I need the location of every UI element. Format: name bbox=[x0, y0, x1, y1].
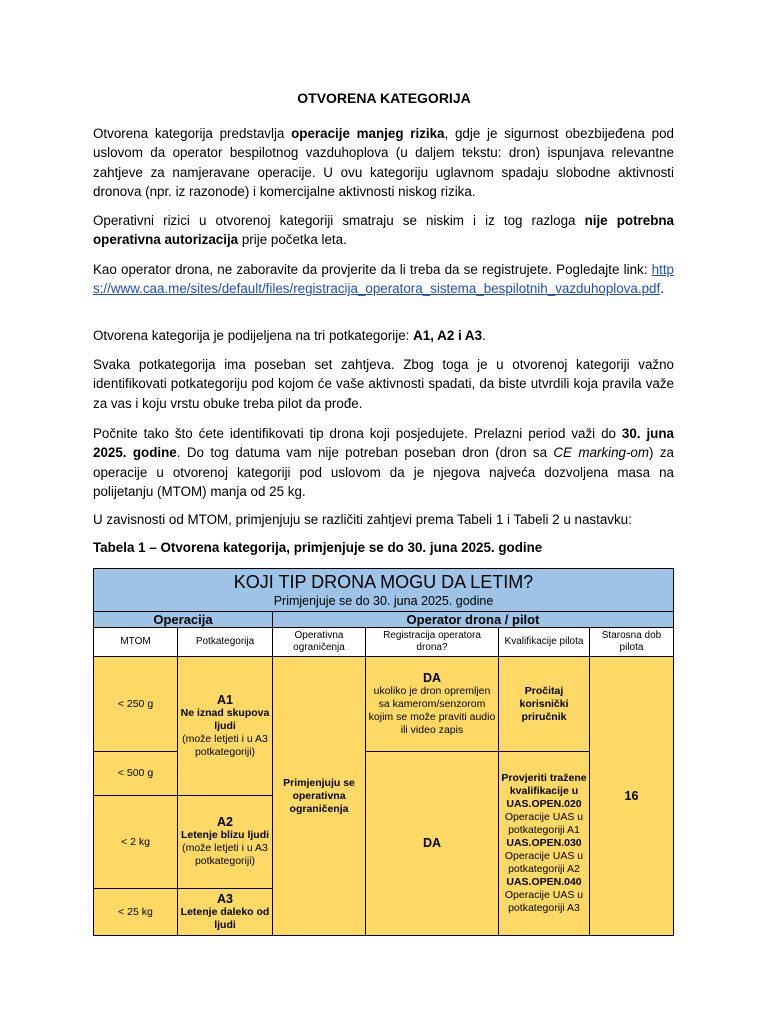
qualification-code-030: UAS.OPEN.030 bbox=[506, 837, 582, 849]
mtom-2kg: < 2 kg bbox=[93, 795, 178, 889]
table-caption: Tabela 1 – Otvorena kategorija, primjenjuje se do 30. juna 2025. godine bbox=[93, 540, 543, 555]
text: Otvorena kategorija je podijeljena na tri potkategorije: bbox=[93, 328, 414, 343]
pilot-min-age: 16 bbox=[589, 656, 674, 936]
text: Kao operator drona, ne zaboravite da provjerite da li treba da se registrujete. Pogledajte link: bbox=[93, 262, 652, 277]
emphasis: A1, A2 i A3 bbox=[413, 328, 483, 343]
subcategory-a2-note: (može letjeti i u A3 potkategoriji) bbox=[182, 842, 268, 867]
qualification-desc-020: Operacije UAS u potkategoriji A1 bbox=[504, 811, 584, 836]
paragraph-transition bbox=[93, 424, 674, 502]
mtom-25kg: < 25 kg bbox=[93, 888, 178, 936]
qualification-desc-030: Operacije UAS u potkategoriji A2 bbox=[504, 850, 584, 875]
text: ) za operacije u otvorenoj kategoriji pod uslovom da je njegova najveća dozvoljena masa na polijetanju (MTOM) manja od 25 kg. bbox=[93, 445, 675, 500]
text: , gdje je sigurnost obezbijeđena pod uslovom da operator bespilotnog vazduhoplova (u daljem tekstu: dron) ispunjava relevantne zahtjeve za namjeravane operacije. U ovu kategoriju uglavnom spadaju slobodne aktivnosti dronova (npr. iz razonode) i komercijalne aktivnosti niskog rizika. bbox=[93, 126, 674, 200]
registration-link[interactable]: https://www.caa.me/sites/default/files/registracija_operatora_sistema_bespilotnih_vazduhoplova.pdf bbox=[93, 262, 674, 297]
emphasis: 30. juna 2025. godine bbox=[93, 426, 674, 461]
table-subtitle: Primjenjuje se do 30. juna 2025. godine bbox=[273, 594, 494, 608]
subcategory-a2 bbox=[177, 795, 273, 889]
mtom-500g: < 500 g bbox=[93, 751, 178, 796]
text: Operativni rizici u otvorenoj kategoriji smatraju se niskim i iz tog razloga bbox=[93, 213, 585, 228]
col-header-ogranicenja: Operativna ograničenja bbox=[272, 627, 366, 657]
registration-a1 bbox=[365, 656, 499, 752]
col-header-potkategorija: Potkategorija bbox=[177, 627, 273, 657]
paragraph-registration bbox=[93, 260, 674, 299]
text: Otvorena kategorija predstavlja bbox=[93, 126, 292, 141]
group-header-operacija: Operacija bbox=[93, 611, 273, 628]
page-title: OTVORENA KATEGORIJA bbox=[297, 90, 471, 106]
subcategory-a3-desc: Letenje daleko od ljudi bbox=[180, 905, 270, 931]
text: . bbox=[660, 281, 664, 297]
drone-category-table bbox=[93, 568, 674, 936]
col-header-registracija: Registracija operatora drona? bbox=[365, 627, 499, 657]
paragraph-requirements: Svaka potkategorija ima poseban set zahtjeva. Zbog toga je u otvorenoj kategoriji važno identifikovati potkategoriju pod kojom će vaše aktivnosti spadati, da biste utvrdili koja pravila važe za vas i koju vrstu obuke treba pilot da prođe. bbox=[93, 357, 674, 411]
paragraph-mtom: U zavisnosti od MTOM, primjenjuju se različiti zahtjevi prema Tabeli 1 i Tabeli 2 u nastavku: bbox=[93, 512, 632, 527]
qualification-a1: Pročitaj korisnički priručnik bbox=[498, 656, 590, 752]
operational-limitations: Primjenjuju se operativna ograničenja bbox=[272, 656, 366, 936]
subcategory-a1 bbox=[177, 656, 273, 796]
qualification-intro: Provjeriti tražene kvalifikacije u bbox=[501, 772, 587, 797]
paragraph-subcategories bbox=[93, 326, 674, 345]
subcategory-a2-code: A2 bbox=[217, 815, 233, 829]
subcategory-a3 bbox=[177, 888, 273, 936]
text: Počnite tako što ćete identifikovati tip drona koji posjedujete. Prelazni period važi do bbox=[93, 426, 622, 441]
paragraph-risks bbox=[93, 211, 674, 250]
subcategory-a2-desc: Letenje blizu ljudi bbox=[180, 829, 270, 841]
qualification-code-040: UAS.OPEN.040 bbox=[506, 876, 582, 888]
text: . bbox=[482, 328, 486, 343]
qualification-other bbox=[498, 751, 590, 936]
subcategory-a1-note: (može letjeti i u A3 potkategoriji) bbox=[182, 732, 268, 758]
table-title: KOJI TIP DRONA MOGU DA LETIM? bbox=[233, 572, 534, 592]
registration-a1-answer: DA bbox=[422, 670, 442, 685]
text: prije početka leta. bbox=[238, 232, 347, 248]
emphasis: operacije manjeg rizika bbox=[291, 126, 445, 141]
subcategory-a1-desc: Ne iznad skupova ljudi bbox=[180, 706, 270, 732]
col-header-kvalifikacije: Kvalifikacije pilota bbox=[498, 627, 590, 657]
registration-other: DA bbox=[365, 751, 499, 936]
subcategory-a1-code: A1 bbox=[217, 692, 233, 707]
registration-a1-note: ukoliko je dron opremljen sa kamerom/senzorom kojim se može praviti audio ili video zapis bbox=[368, 684, 496, 736]
text: . Do tog datuma vam nije potreban poseban dron (dron sa bbox=[176, 445, 554, 461]
col-header-starosna-dob: Starosna dob pilota bbox=[589, 627, 674, 657]
col-header-mtom: MTOM bbox=[93, 627, 178, 657]
qualification-desc-040: Operacije UAS u potkategoriji A3 bbox=[504, 889, 584, 914]
subcategory-a3-code: A3 bbox=[217, 891, 233, 906]
mtom-250g: < 250 g bbox=[93, 656, 178, 752]
italic-text: CE marking-om bbox=[553, 445, 650, 461]
paragraph-intro bbox=[93, 124, 674, 202]
group-header-operator: Operator drona / pilot bbox=[272, 611, 674, 628]
emphasis: nije potrebna operativna autorizacija bbox=[93, 213, 674, 248]
table-header bbox=[93, 568, 674, 612]
qualification-code-020: UAS.OPEN.020 bbox=[506, 798, 582, 810]
